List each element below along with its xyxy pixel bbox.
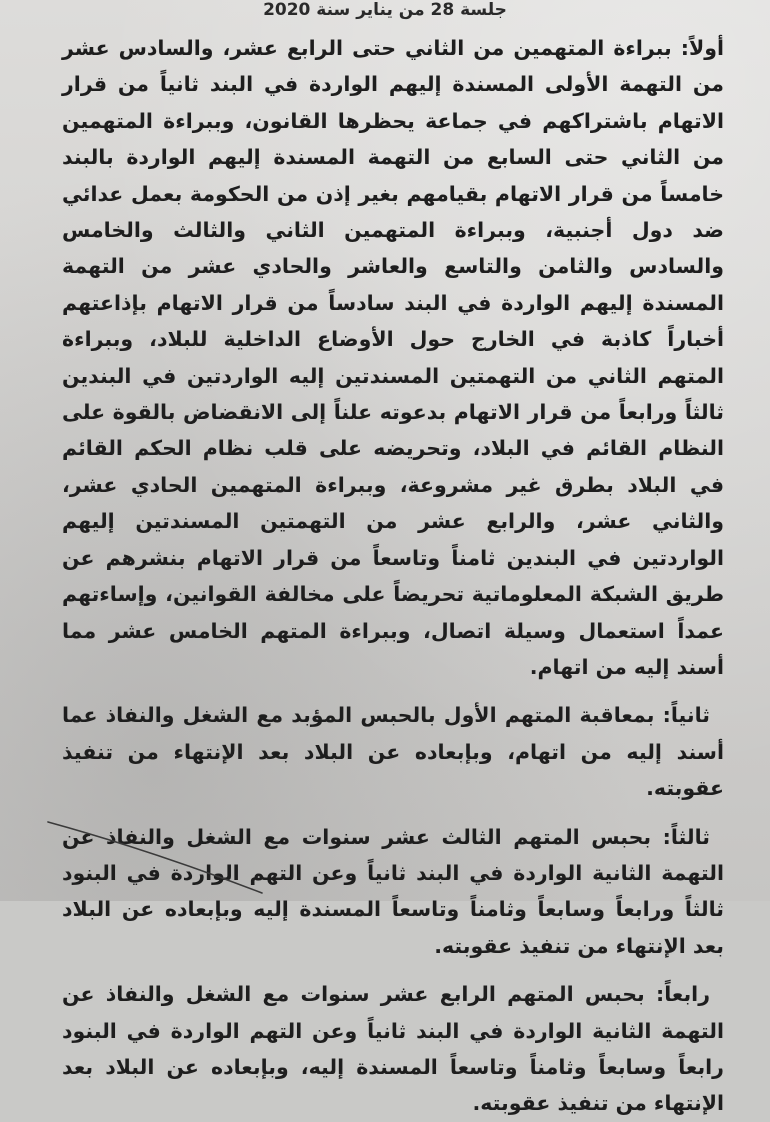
paragraph-fourth — [62, 976, 724, 1122]
clause-text-fourth: بحبس المتهم الرابع عشر سنوات مع الشغل والنفاذ عن التهمة الثانية الواردة في البند ثانياً وعن التهم الواردة في البنود رابعاً وسابعاً وثامناً وتاسعاً المسندة إليه، وبإبعاده عن البلاد بعد الإنتهاء من تنفيذ عقوبته. — [62, 982, 724, 1116]
clause-label-first: أولاً: — [680, 36, 724, 60]
clause-label-third: ثالثاً: — [662, 824, 710, 849]
clause-text-first: ببراءة المتهمين من الثاني حتى الرابع عشر، والسادس عشر من التهمة الأولى المسندة إليهم الواردة في البند ثانياً من قرار الاتهام باشتراكهم في جماعة يحظرها القانون، وببراءة المتهمين من الثاني حتى السابع من التهمة المسندة إليهم الواردة بالبند خامساً من قرار الاتهام بقيامهم بغير إذن من الحكومة بعمل عدائي ضد دول أجنبية، وببراءة المتهمين الثاني والثالث والخامس والسادس والثامن والتاسع والعاشر والحادي عشر من التهمة المسندة إليهم الواردة في البند سادساً من قرار الاتهام بإذاعتهم أخباراً كاذبة في الخارج حول الأوضاع الداخلية للبلاد، وببراءة المتهم الثاني من التهمتين المسندتين إليه الواردتين في البندين ثالثاً ورابعاً من قرار الاتهام بدعوته علناً إلى الانقضاض بالقوة على النظام القائم في البلاد، وتحريضه على قلب نظام الحكم القائم في البلاد بطرق غير مشروعة، وببراءة المتهمين الحادي عشر، والثاني عشر، والرابع عشر من التهمتين المسندتين إليهم الواردتين في البندين ثامناً وتاسعاً من قرار الاتهام بنشرهم عن طريق الشبكة المعلوماتية تحريضاً على مخالفة القوانين، وإساءتهم عمداً استعمال وسيلة اتصال، وببراءة المتهم الخامس عشر مما أسند إليه من اتهام. — [62, 36, 724, 679]
clause-label-fourth: رابعاً: — [656, 982, 710, 1007]
session-date-header: جلسة 28 من يناير سنة 2020 — [263, 0, 507, 20]
clause-text-second: بمعاقبة المتهم الأول بالحبس المؤبد مع الشغل والنفاذ عما أسند إليه من اتهام، وبإبعاده عن البلاد بعد الإنتهاء من تنفيذ عقوبته. — [62, 703, 724, 801]
clause-label-second: ثانياً: — [662, 703, 710, 728]
clause-text-third: بحبس المتهم الثالث عشر سنوات مع الشغل والنفاذ عن التهمة الثانية الواردة في البند ثانياً وعن التهم الواردة في البنود ثالثاً ورابعاً وسابعاً وثامناً وتاسعاً المسندة إليه وبإبعاده عن البلاد بعد الإنتهاء من تنفيذ عقوبته. — [62, 824, 724, 958]
